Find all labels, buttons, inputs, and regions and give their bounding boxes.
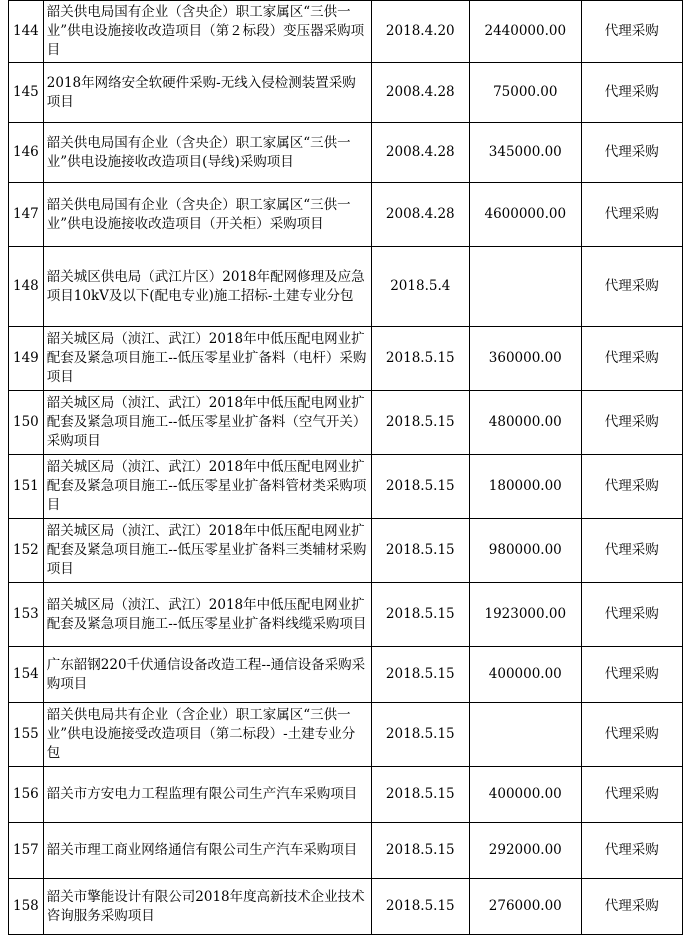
table-row: [9, 63, 683, 123]
table-row: [9, 767, 683, 823]
date-cell: 2018.5.15: [371, 879, 469, 935]
table-row: [9, 647, 683, 703]
amount-cell: 980000.00: [469, 519, 581, 583]
amount-cell: 400000.00: [469, 647, 581, 703]
procurement-type-cell: 代理采购: [581, 767, 682, 823]
project-name-cell: 韶关城区供电局（武江片区）2018年配网修理及应急项目10kV及以下(配电专业)施工招标-土建专业分包: [43, 247, 371, 327]
row-number-cell: 149: [9, 327, 44, 391]
row-number-cell: 146: [9, 123, 44, 183]
amount-cell: 276000.00: [469, 879, 581, 935]
date-cell: 2018.5.15: [371, 767, 469, 823]
date-cell: 2018.5.15: [371, 455, 469, 519]
date-cell: 2008.4.28: [371, 63, 469, 123]
procurement-type-cell: 代理采购: [581, 1, 682, 63]
row-number-cell: 150: [9, 391, 44, 455]
project-name-cell: 韶关供电局国有企业（含央企）职工家属区“三供一业”供电设施接收改造项目（开关柜）采购项目: [43, 183, 371, 247]
project-name-cell: 韶关供电局国有企业（含央企）职工家属区“三供一业”供电设施接收改造项目（第２标段）变压器采购项目: [43, 1, 371, 63]
table-row: [9, 123, 683, 183]
amount-cell: 2440000.00: [469, 1, 581, 63]
project-name-cell: 2018年网络安全软硬件采购-无线入侵检测装置采购项目: [43, 63, 371, 123]
procurement-type-cell: 代理采购: [581, 183, 682, 247]
date-cell: 2018.5.15: [371, 703, 469, 767]
table-row: [9, 391, 683, 455]
table-row: [9, 583, 683, 647]
row-number-cell: 148: [9, 247, 44, 327]
procurement-table: [8, 0, 683, 935]
procurement-type-cell: 代理采购: [581, 327, 682, 391]
procurement-type-cell: 代理采购: [581, 247, 682, 327]
table-row: [9, 879, 683, 935]
table-row: [9, 1, 683, 63]
table-row: [9, 703, 683, 767]
procurement-type-cell: 代理采购: [581, 123, 682, 183]
row-number-cell: 152: [9, 519, 44, 583]
project-name-cell: 韶关城区局（浈江、武江）2018年中低压配电网业扩配套及紧急项目施工--低压零星业扩备料管材类采购项目: [43, 455, 371, 519]
amount-cell: 345000.00: [469, 123, 581, 183]
date-cell: 2018.4.20: [371, 1, 469, 63]
row-number-cell: 153: [9, 583, 44, 647]
project-name-cell: 韶关市擎能设计有限公司2018年度高新技术企业技术咨询服务采购项目: [43, 879, 371, 935]
amount-cell: 360000.00: [469, 327, 581, 391]
date-cell: 2018.5.4: [371, 247, 469, 327]
amount-cell: 1923000.00: [469, 583, 581, 647]
procurement-type-cell: 代理采购: [581, 63, 682, 123]
table-row: [9, 519, 683, 583]
row-number-cell: 158: [9, 879, 44, 935]
row-number-cell: 155: [9, 703, 44, 767]
amount-cell: [469, 247, 581, 327]
date-cell: 2008.4.28: [371, 123, 469, 183]
row-number-cell: 144: [9, 1, 44, 63]
date-cell: 2018.5.15: [371, 647, 469, 703]
project-name-cell: 韶关城区局（浈江、武江）2018年中低压配电网业扩配套及紧急项目施工--低压零星业扩备料三类辅材采购项目: [43, 519, 371, 583]
amount-cell: 180000.00: [469, 455, 581, 519]
procurement-type-cell: 代理采购: [581, 703, 682, 767]
date-cell: 2018.5.15: [371, 583, 469, 647]
project-name-cell: 韶关市方安电力工程监理有限公司生产汽车采购项目: [43, 767, 371, 823]
row-number-cell: 157: [9, 823, 44, 879]
row-number-cell: 151: [9, 455, 44, 519]
table-row: [9, 455, 683, 519]
date-cell: 2018.5.15: [371, 391, 469, 455]
amount-cell: 75000.00: [469, 63, 581, 123]
date-cell: 2018.5.15: [371, 823, 469, 879]
project-name-cell: 广东韶钢220千伏通信设备改造工程--通信设备采购采购项目: [43, 647, 371, 703]
procurement-type-cell: 代理采购: [581, 823, 682, 879]
row-number-cell: 156: [9, 767, 44, 823]
procurement-type-cell: 代理采购: [581, 647, 682, 703]
amount-cell: 400000.00: [469, 767, 581, 823]
project-name-cell: 韶关供电局国有企业（含央企）职工家属区“三供一业”供电设施接收改造项目(导线)采购项目: [43, 123, 371, 183]
amount-cell: 480000.00: [469, 391, 581, 455]
table-row: [9, 247, 683, 327]
procurement-type-cell: 代理采购: [581, 879, 682, 935]
date-cell: 2018.5.15: [371, 327, 469, 391]
table-row: [9, 183, 683, 247]
procurement-type-cell: 代理采购: [581, 519, 682, 583]
table-row: [9, 823, 683, 879]
table-body: [9, 1, 683, 935]
date-cell: 2008.4.28: [371, 183, 469, 247]
row-number-cell: 147: [9, 183, 44, 247]
project-name-cell: 韶关城区局（浈江、武江）2018年中低压配电网业扩配套及紧急项目施工--低压零星业扩备料（电杆）采购项目: [43, 327, 371, 391]
procurement-type-cell: 代理采购: [581, 391, 682, 455]
amount-cell: 4600000.00: [469, 183, 581, 247]
amount-cell: 292000.00: [469, 823, 581, 879]
project-name-cell: 韶关城区局（浈江、武江）2018年中低压配电网业扩配套及紧急项目施工--低压零星业扩备料线缆采购项目: [43, 583, 371, 647]
project-name-cell: 韶关市理工商业网络通信有限公司生产汽车采购项目: [43, 823, 371, 879]
table-row: [9, 327, 683, 391]
project-name-cell: 韶关供电局共有企业（含企业）职工家属区“三供一业”供电设施接受改造项目（第二标段）-土建专业分包: [43, 703, 371, 767]
project-name-cell: 韶关城区局（浈江、武江）2018年中低压配电网业扩配套及紧急项目施工--低压零星业扩备料（空气开关）采购项目: [43, 391, 371, 455]
procurement-type-cell: 代理采购: [581, 455, 682, 519]
row-number-cell: 145: [9, 63, 44, 123]
date-cell: 2018.5.15: [371, 519, 469, 583]
amount-cell: [469, 703, 581, 767]
row-number-cell: 154: [9, 647, 44, 703]
procurement-type-cell: 代理采购: [581, 583, 682, 647]
